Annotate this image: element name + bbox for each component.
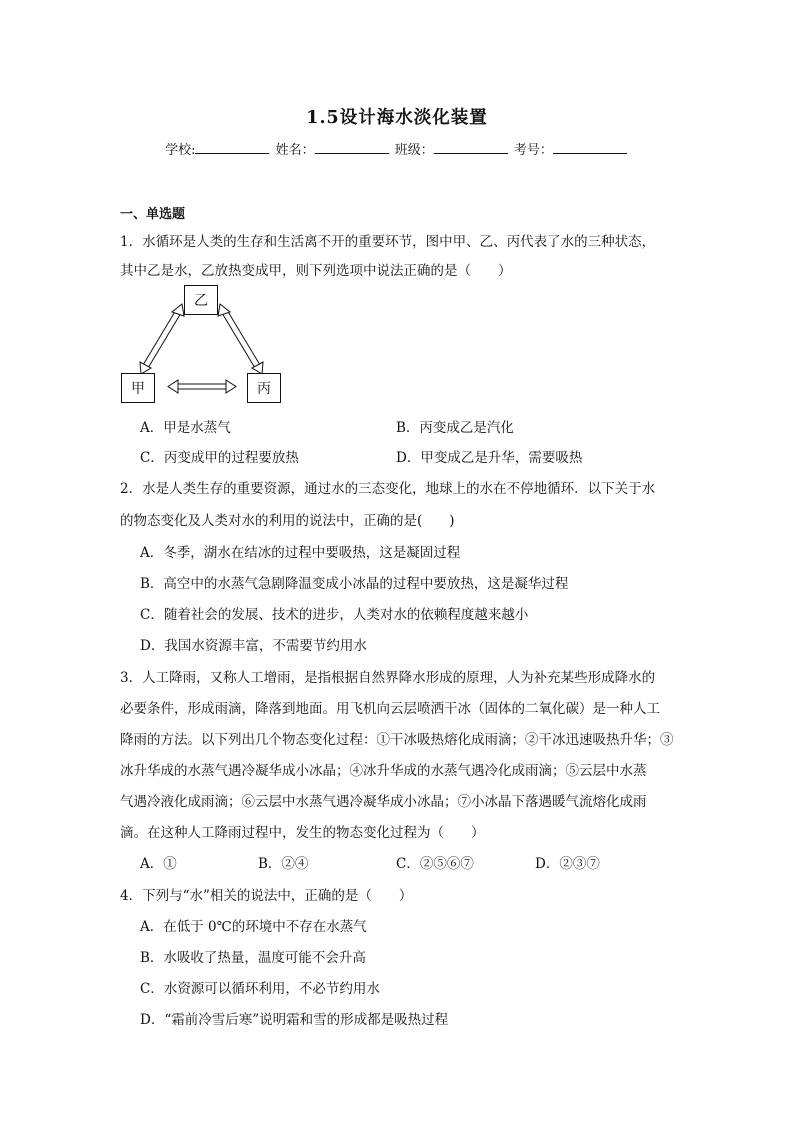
arrow-yi-jia-icon (140, 304, 184, 374)
q2-option-c[interactable]: C．随着社会的发展、技术的进步，人类对水的依赖程度越来越小 (140, 607, 529, 623)
exam-no-blank[interactable] (553, 141, 627, 154)
q1-option-b[interactable]: B．丙变成乙是汽化 (396, 420, 514, 436)
q1-option-d[interactable]: D．甲变成乙是升华，需要吸热 (396, 450, 583, 466)
q2-line-1: 2．水是人类生存的重要资源，通过水的三态变化，地球上的水在不停地循环．以下关于水 (120, 481, 656, 497)
q3-line-5: 气遇冷液化成雨滴；⑥云层中水蒸气遇冷凝华成小冰晶；⑦小冰晶下落遇暖气流熔化成雨 (120, 794, 647, 810)
q3-option-a[interactable]: A．① (140, 856, 177, 872)
q1-option-a[interactable]: A．甲是水蒸气 (140, 420, 231, 436)
name-label: 姓名： (275, 143, 315, 158)
q2-line-2: 的物态变化及人类对水的利用的说法中，正确的是( ) (120, 513, 455, 529)
state-box-bing: 丙 (247, 373, 281, 403)
section-heading: 一、单选题 (120, 207, 186, 222)
q3-line-6: 滴。在这种人工降雨过程中，发生的物态变化过程为（ ） (120, 825, 485, 841)
q3-option-d[interactable]: D．②③⑦ (535, 856, 600, 872)
q4-line-1: 4．下列与“水”相关的说法中，正确的是（ ） (120, 888, 413, 904)
q1-line-1: 1．水循环是人类的生存和生活离不开的重要环节，图中甲、乙、丙代表了水的三种状态， (120, 234, 656, 250)
q3-line-2: 必要条件，形成雨滴，降落到地面。用飞机向云层喷洒干冰（固体的二氧化碳）是一种人工 (120, 701, 660, 717)
school-label: 学校: (165, 143, 196, 158)
q1-line-2: 其中乙是水，乙放热变成甲，则下列选项中说法正确的是（ ） (120, 263, 512, 279)
class-label: 班级： (394, 143, 434, 158)
q4-option-a[interactable]: A．在低于 0℃的环境中不存在水蒸气 (140, 919, 367, 935)
q2-option-a[interactable]: A．冬季，湖水在结冰的过程中要吸热，这是凝固过程 (140, 545, 461, 561)
q3-line-3: 降雨的方法。以下列出几个物态变化过程：①干冰吸热熔化成雨滴；②干冰迅速吸热升华；③ (120, 732, 674, 748)
state-box-jia: 甲 (121, 373, 155, 403)
q4-option-c[interactable]: C．水资源可以循环利用，不必节约用水 (140, 981, 380, 997)
q3-option-c[interactable]: C．②⑤⑥⑦ (396, 856, 474, 872)
q3-option-b[interactable]: B．②④ (258, 856, 309, 872)
school-blank[interactable] (195, 141, 269, 154)
class-blank[interactable] (434, 141, 508, 154)
q2-option-b[interactable]: B．高空中的水蒸气急剧降温变成小冰晶的过程中要放热，这是凝华过程 (140, 576, 569, 592)
name-blank[interactable] (315, 141, 389, 154)
q3-line-4: 冰升华成的水蒸气遇冷凝华成小冰晶；④冰升华成的水蒸气遇冷化成雨滴；⑤云层中水蒸 (120, 763, 647, 779)
arrow-jia-bing-icon (168, 380, 236, 393)
state-box-yi: 乙 (184, 285, 218, 315)
q1-option-c[interactable]: C．丙变成甲的过程要放热 (140, 450, 299, 466)
exam-no-label: 考号： (513, 143, 553, 158)
q2-option-d[interactable]: D．我国水资源丰富，不需要节约用水 (140, 638, 367, 654)
page-title: 1.5设计海水淡化装置 (306, 108, 488, 128)
q3-line-1: 3．人工降雨，又称人工增雨，是指根据自然界降水形成的原理，人为补充某些形成降水的 (120, 670, 656, 686)
water-state-diagram (118, 282, 288, 406)
q4-option-d[interactable]: D．“霜前冷雪后寒”说明霜和雪的形成都是吸热过程 (140, 1012, 449, 1028)
student-info-line (0, 139, 794, 158)
arrow-yi-bing-icon (218, 304, 263, 374)
q4-option-b[interactable]: B．水吸收了热量，温度可能不会升高 (140, 950, 366, 966)
